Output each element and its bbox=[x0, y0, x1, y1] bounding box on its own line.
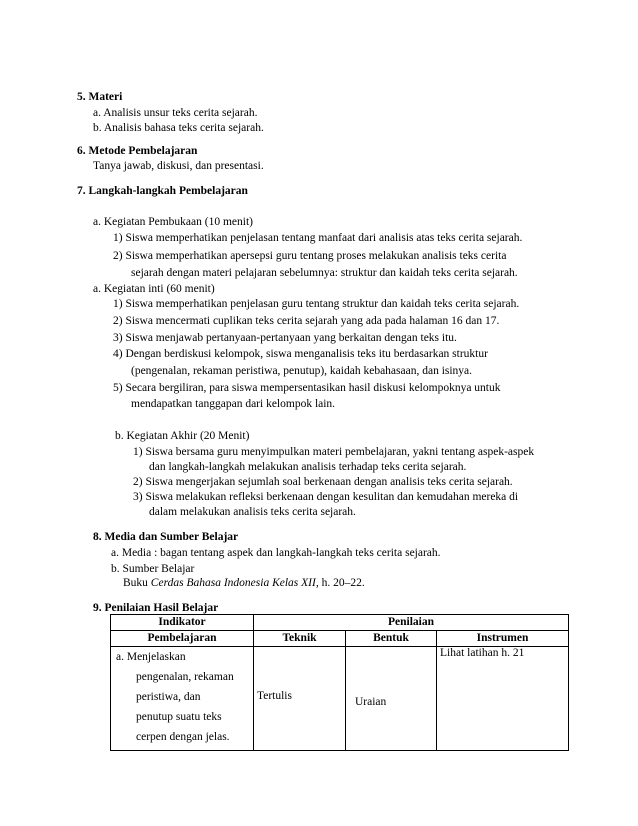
bentuk-value: Uraian bbox=[355, 695, 387, 708]
materi-item-a: a. Analisis unsur teks cerita sejarah. bbox=[93, 107, 258, 119]
header-indikator: Indikator bbox=[111, 615, 254, 631]
cell-bentuk bbox=[346, 647, 437, 751]
buku-pages: h. 20–22. bbox=[318, 577, 365, 589]
table-header-row-1 bbox=[111, 615, 569, 631]
buku-prefix: Buku bbox=[123, 577, 151, 589]
kegiatan-pembukaan-title: a. Kegiatan Pembukaan (10 menit) bbox=[93, 216, 253, 228]
buku-title: Cerdas Bahasa Indonesia Kelas XII, bbox=[150, 577, 319, 589]
pembukaan-step-2-cont: sejarah dengan materi pelajaran sebelumnya: struktur dan kaidah teks cerita sejarah. bbox=[131, 267, 518, 279]
inti-step-1: 1) Siswa memperhatikan penjelasan guru tentang struktur dan kaidah teks cerita sejarah. bbox=[113, 298, 520, 310]
table-row bbox=[111, 647, 569, 751]
penilaian-heading: 9. Penilaian Hasil Belajar bbox=[93, 602, 219, 614]
inti-step-5-cont: mendapatkan tanggapan dari kelompok lain. bbox=[131, 398, 336, 410]
cell-indikator bbox=[111, 647, 254, 751]
kegiatan-inti-title: a. Kegiatan inti (60 menit) bbox=[93, 283, 215, 295]
materi-heading: 5. Materi bbox=[77, 91, 123, 103]
inti-step-3: 3) Siswa menjawab pertanyaan-pertanyaan yang berkaitan dengan teks itu. bbox=[113, 332, 457, 344]
langkah-heading: 7. Langkah-langkah Pembelajaran bbox=[77, 185, 248, 197]
inti-step-4-cont: (pengenalan, rekaman peristiwa, penutup), kaidah kebahasaan, dan isinya. bbox=[131, 365, 473, 377]
indikator-line: a. Menjelaskan bbox=[116, 651, 186, 663]
akhir-step-2: 2) Siswa mengerjakan sejumlah soal berkenaan dengan analisis teks cerita sejarah. bbox=[133, 476, 513, 488]
indikator-line: peristiwa, dan bbox=[136, 691, 201, 703]
media-line: a. Media : bagan tentang aspek dan langkah-langkah teks cerita sejarah. bbox=[111, 547, 441, 559]
header-teknik: Teknik bbox=[254, 631, 346, 647]
inti-step-5: 5) Secara bergiliran, para siswa mempersentasikan hasil diskusi kelompoknya untuk bbox=[113, 382, 501, 394]
inti-step-2: 2) Siswa mencermati cuplikan teks cerita sejarah yang ada pada halaman 16 dan 17. bbox=[113, 315, 500, 327]
pembukaan-step-1: 1) Siswa memperhatikan penjelasan tentang manfaat dari analisis atas teks cerita sejarah. bbox=[113, 232, 523, 244]
indikator-line: penutup suatu teks bbox=[136, 711, 222, 723]
instrumen-value: Lihat latihan h. 21 bbox=[440, 647, 525, 659]
teknik-value: Tertulis bbox=[257, 689, 292, 702]
cell-teknik bbox=[254, 647, 346, 751]
akhir-step-1: 1) Siswa bersama guru menyimpulkan materi pembelajaran, yakni tentang aspek-aspek bbox=[133, 446, 535, 458]
header-instrumen: Instrumen bbox=[437, 631, 569, 647]
indikator-line: pengenalan, rekaman bbox=[136, 671, 234, 683]
indikator-line: cerpen dengan jelas. bbox=[136, 731, 230, 743]
metode-heading: 6. Metode Pembelajaran bbox=[77, 145, 198, 157]
akhir-step-1-cont: dan langkah-langkah melakukan analisis terhadap teks cerita sejarah. bbox=[149, 461, 467, 473]
metode-text: Tanya jawab, diskusi, dan presentasi. bbox=[93, 160, 264, 172]
kegiatan-akhir-title: b. Kegiatan Akhir (20 Menit) bbox=[115, 430, 250, 442]
inti-step-4: 4) Dengan berdiskusi kelompok, siswa menganalisis teks itu berdasarkan struktur bbox=[113, 348, 488, 360]
akhir-step-3-cont: dalam melakukan analisis teks cerita sejarah. bbox=[149, 506, 356, 518]
akhir-step-3: 3) Siswa melakukan refleksi berkenaan dengan kesulitan dan kemudahan mereka di bbox=[133, 491, 519, 503]
materi-item-b: b. Analisis bahasa teks cerita sejarah. bbox=[93, 122, 264, 134]
header-penilaian: Penilaian bbox=[254, 615, 569, 631]
header-pembelajaran: Pembelajaran bbox=[111, 631, 254, 647]
penilaian-table bbox=[110, 614, 569, 751]
header-bentuk: Bentuk bbox=[346, 631, 437, 647]
cell-instrumen bbox=[437, 647, 569, 751]
pembukaan-step-2: 2) Siswa memperhatikan apersepsi guru tentang proses melakukan analisis teks cerita bbox=[113, 250, 507, 262]
media-heading: 8. Media dan Sumber Belajar bbox=[93, 531, 239, 543]
buku-line bbox=[123, 576, 365, 590]
sumber-line: b. Sumber Belajar bbox=[111, 563, 195, 575]
table-header-row-2 bbox=[111, 631, 569, 647]
